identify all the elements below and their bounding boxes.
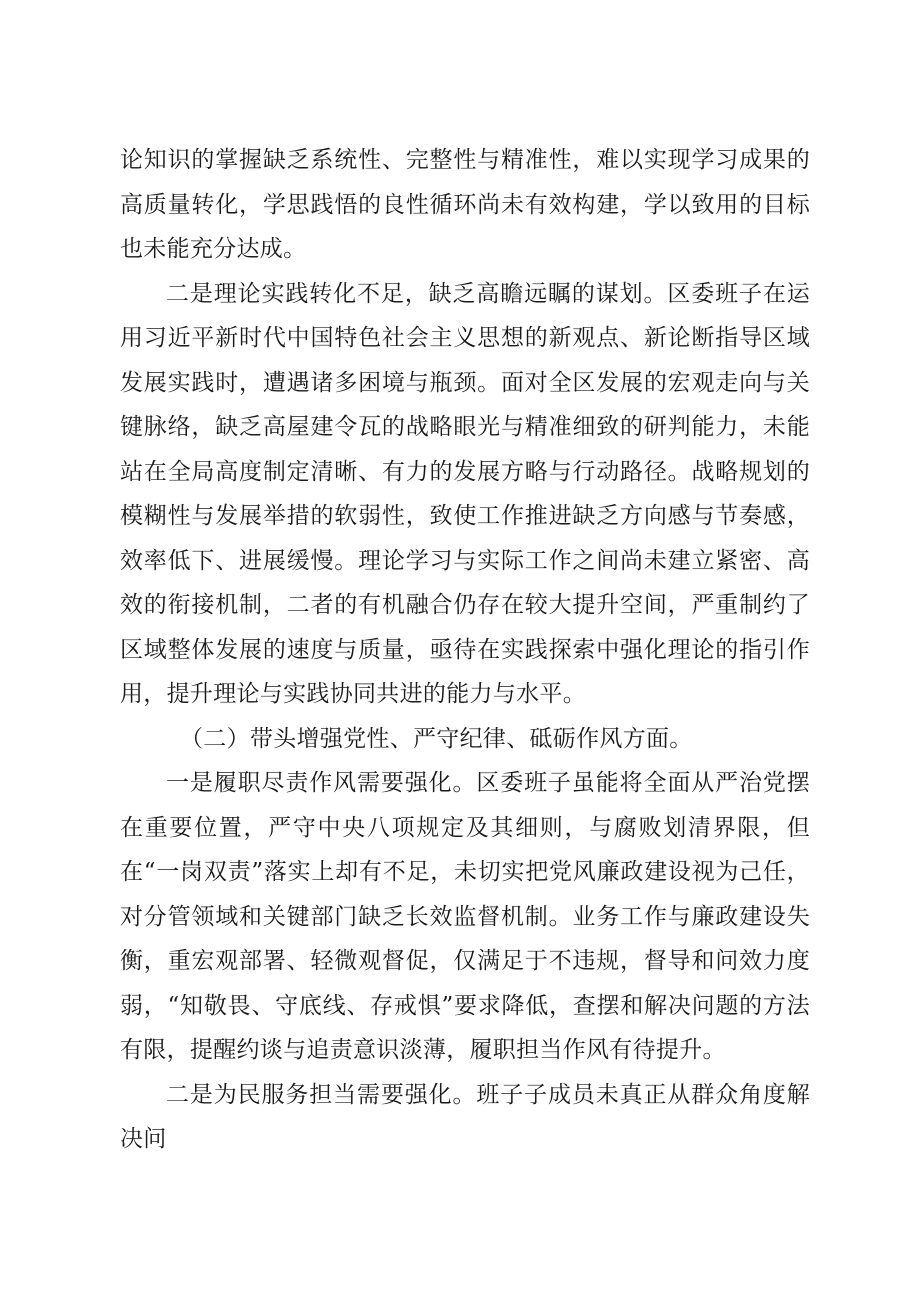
document-body bbox=[120, 138, 810, 1162]
paragraph-continuation: 论知识的掌握缺乏系统性、完整性与精准性，难以实现学习成果的高质量转化，学思践悟的良性循环尚未有效构建，学以致用的目标也未能充分达成。 bbox=[120, 147, 810, 262]
paragraph-theory-practice: 二是理论实践转化不足，缺乏高瞻远瞩的谋划。区委班子在运用习近平新时代中国特色社会主义思想的新观点、新论断指导区域发展实践时，遭遇诸多困境与瓶颈。面对全区发展的宏观走向与关键脉络，缺乏高屋建令瓦的战略眼光与精准细致的研判能力，未能站在全局高度制定清晰、有力的发展方略与行动路径。战略规划的模糊性与发展举措的软弱性，致使工作推进缺乏方向感与节奏感，效率低下、进展缓慢。理论学习与实际工作之间尚未建立紧密、高效的衔接机制，二者的有机融合仍存在较大提升空间，严重制约了区域整体发展的速度与质量，亟待在实践探索中强化理论的指引作用，提升理论与实践协同共进的能力与水平。 bbox=[120, 280, 810, 707]
paragraph-duty-style: 一是履职尽责作风需要强化。区委班子虽能将全面从严治党摆在重要位置，严守中央八项规定及其细则，与腐败划清界限，但在“一岗双责”落实上却有不足，未切实把党风廉政建设视为己任，对分管领域和关键部门缺乏长效监督机制。业务工作与廉政建设失衡，重宏观部署、轻微观督促，仅满足于不违规，督导和问效力度弱，“知敬畏、守底线、存戒惧”要求降低，查摆和解决问题的方法有限，提醒约谈与追责意识淡薄，履职担当作风有待提升。 bbox=[120, 770, 810, 1063]
section-heading-party-discipline: （二）带头增强党性、严守纪律、砥砺作风方面。 bbox=[180, 725, 693, 752]
paragraph-serve-people: 二是为民服务担当需要强化。班子子成员未真正从群众角度解决问 bbox=[120, 1081, 810, 1152]
